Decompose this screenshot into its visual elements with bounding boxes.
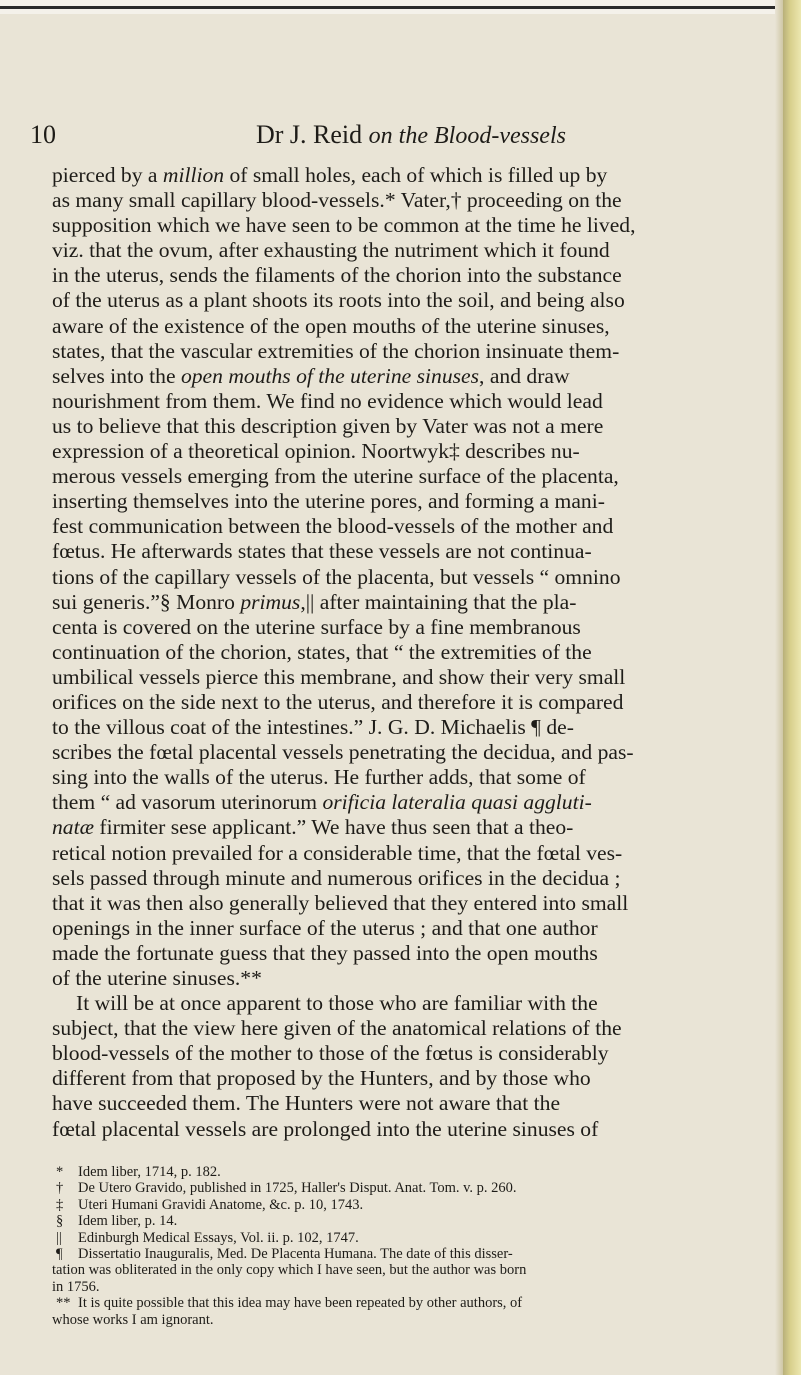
text-line [52,991,764,1016]
footnote [52,1262,764,1278]
text-run: fœtus. He afterwards states that these vessels are not continua- [52,539,592,564]
footnote-mark: * [56,1164,64,1180]
body-text [52,163,764,1142]
italic-text-run: orificia lateralia quasi aggluti- [322,790,592,815]
text-line [52,288,764,313]
text-run: tions of the capillary vessels of the placenta, but vessels “ omnino [52,564,621,589]
text-run: of small holes, each of which is filled up by [224,163,608,187]
footnote-mark: || [56,1229,62,1246]
text-line [52,1091,764,1116]
footnote-text: Dissertatio Inauguralis, Med. De Placenta Humana. The date of this disser- [78,1246,513,1263]
footnote [52,1230,764,1246]
italic-text-run: million [162,163,225,187]
text-line [52,715,764,740]
text-run: , and draw [479,363,570,388]
text-line [52,615,764,640]
footnote-text: whose works I am ignorant. [52,1311,214,1328]
text-run: continuation of the chorion, states, that “ the extremities of the [52,639,592,664]
text-run: sui generis.”§ Monro [52,589,241,614]
text-run: viz. that the ovum, after exhausting the nutriment which it found [52,238,610,263]
text-run: of the uterus as a plant shoots its roots into the soil, and being also [52,288,625,313]
text-line [52,815,764,840]
footnote [52,1180,764,1196]
text-run: have succeeded them. The Hunters were not aware that the [52,1091,561,1116]
text-line [52,514,764,539]
text-run: us to believe that this description given by Vater was not a mere [52,413,604,438]
text-line [52,740,764,765]
text-run: sels passed through minute and numerous orifices in the decidua ; [52,865,621,890]
text-run: blood-vessels of the mother to those of the fœtus is considerably [52,1041,609,1066]
footnote [52,1213,764,1229]
text-line [52,364,764,389]
footnote-text: Idem liber, p. 14. [78,1213,178,1230]
running-head-author: Dr J. Reid [256,120,363,149]
footnote-text: Idem liber, 1714, p. 182. [78,1164,221,1180]
text-run: It will be at once apparent to those who are familiar with the [76,991,598,1016]
text-run: centa is covered on the uterine surface by a fine membranous [52,614,581,639]
text-line [52,314,764,339]
text-line [52,339,764,364]
footnote [52,1246,764,1262]
running-head [256,120,566,150]
footnote [52,1197,764,1213]
text-line [52,966,764,991]
text-line [52,790,764,815]
text-run: made the fortunate guess that they passed into the open mouths [52,940,598,965]
text-line [52,565,764,590]
footnotes [52,1164,764,1328]
footnote-text: Uteri Humani Gravidi Anatome, &c. p. 10, 1743. [78,1196,364,1213]
footnote [52,1295,764,1311]
text-line [52,1066,764,1091]
text-run: of the uterine sinuses.** [52,966,262,990]
footnote-text: Edinburgh Medical Essays, Vol. ii. p. 102, 1747. [78,1229,359,1246]
text-run: retical notion prevailed for a considerable time, that the fœtal ves- [52,840,623,865]
running-header [0,120,783,156]
text-line [52,414,764,439]
footnote [52,1279,764,1295]
text-line [52,464,764,489]
text-line [52,1016,764,1041]
text-run: ,|| after maintaining that the pla- [300,589,577,614]
text-line [52,238,764,263]
text-run: in the uterus, sends the filaments of the chorion into the substance [52,263,622,288]
footnote-mark: ¶ [56,1246,63,1263]
text-run: to the villous coat of the intestines.” J. G. D. Michaelis ¶ de- [52,715,574,740]
text-run: pierced by a [52,163,163,187]
text-run: aware of the existence of the open mouths of the uterine sinuses, [52,313,610,338]
footnote [52,1312,764,1328]
text-line [52,163,764,188]
text-run: umbilical vessels pierce this membrane, and show their very small [52,664,626,689]
footnote [52,1164,764,1180]
footnote-text: tation was obliterated in the only copy which I have seen, but the author was born [52,1262,527,1279]
text-line [52,188,764,213]
text-line [52,841,764,866]
text-run: scribes the fœtal placental vessels penetrating the decidua, and pas- [52,740,634,765]
text-line [52,941,764,966]
text-run: states, that the vascular extremities of the chorion insinuate them- [52,338,620,363]
text-line [52,263,764,288]
italic-text-run: natæ [52,815,94,840]
running-head-title: on the Blood-vessels [368,123,566,149]
italic-text-run: primus [240,589,301,614]
text-line [52,690,764,715]
text-run: different from that proposed by the Hunters, and by those who [52,1066,591,1091]
text-line [52,389,764,414]
footnote-text: in 1756. [52,1278,100,1295]
footnote-text: It is quite possible that this idea may have been repeated by other authors, of [78,1295,523,1312]
text-line [52,213,764,238]
text-line [52,866,764,891]
text-line [52,539,764,564]
footnote-mark: ** [56,1295,71,1312]
text-line [52,891,764,916]
text-run: orifices on the side next to the uterus, and therefore it is compared [52,689,624,714]
text-line [52,1041,764,1066]
text-line [52,1117,764,1142]
text-run: merous vessels emerging from the uterine surface of the placenta, [52,464,619,489]
text-run: firmiter sese applicant.” We have thus seen that a theo- [94,815,574,840]
page-right-edge [783,0,801,1375]
footnote-mark: † [56,1180,64,1197]
text-line [52,489,764,514]
footnote-text: De Utero Gravido, published in 1725, Haller's Disput. Anat. Tom. v. p. 260. [78,1180,517,1197]
text-line [52,665,764,690]
footnote-mark: ‡ [56,1196,64,1213]
text-run: fœtal placental vessels are prolonged into the uterine sinuses of [52,1116,599,1141]
text-run: supposition which we have seen to be common at the time he lived, [52,213,636,238]
text-line [52,640,764,665]
text-line [52,590,764,615]
text-run: inserting themselves into the uterine pores, and forming a mani- [52,489,605,514]
text-run: them “ ad vasorum uterinorum [52,790,323,815]
text-run: nourishment from them. We find no evidence which would lead [52,388,603,413]
text-run: subject, that the view here given of the anatomical relations of the [52,1016,622,1041]
text-run: fest communication between the blood-vessels of the mother and [52,514,614,539]
text-run: as many small capillary blood-vessels.* Vater,† proceeding on the [52,188,622,213]
text-run: sing into the walls of the uterus. He further adds, that some of [52,765,586,790]
text-line [52,439,764,464]
italic-text-run: open mouths of the uterine sinuses [180,363,480,388]
text-line [52,765,764,790]
footnote-mark: § [56,1213,64,1230]
text-line [52,916,764,941]
text-run: selves into the [52,363,181,388]
text-run: that it was then also generally believed that they entered into small [52,890,629,915]
text-run: openings in the inner surface of the uterus ; and that one author [52,915,598,940]
page-number: 10 [30,120,56,149]
text-run: expression of a theoretical opinion. Noortwyk‡ describes nu- [52,439,580,464]
